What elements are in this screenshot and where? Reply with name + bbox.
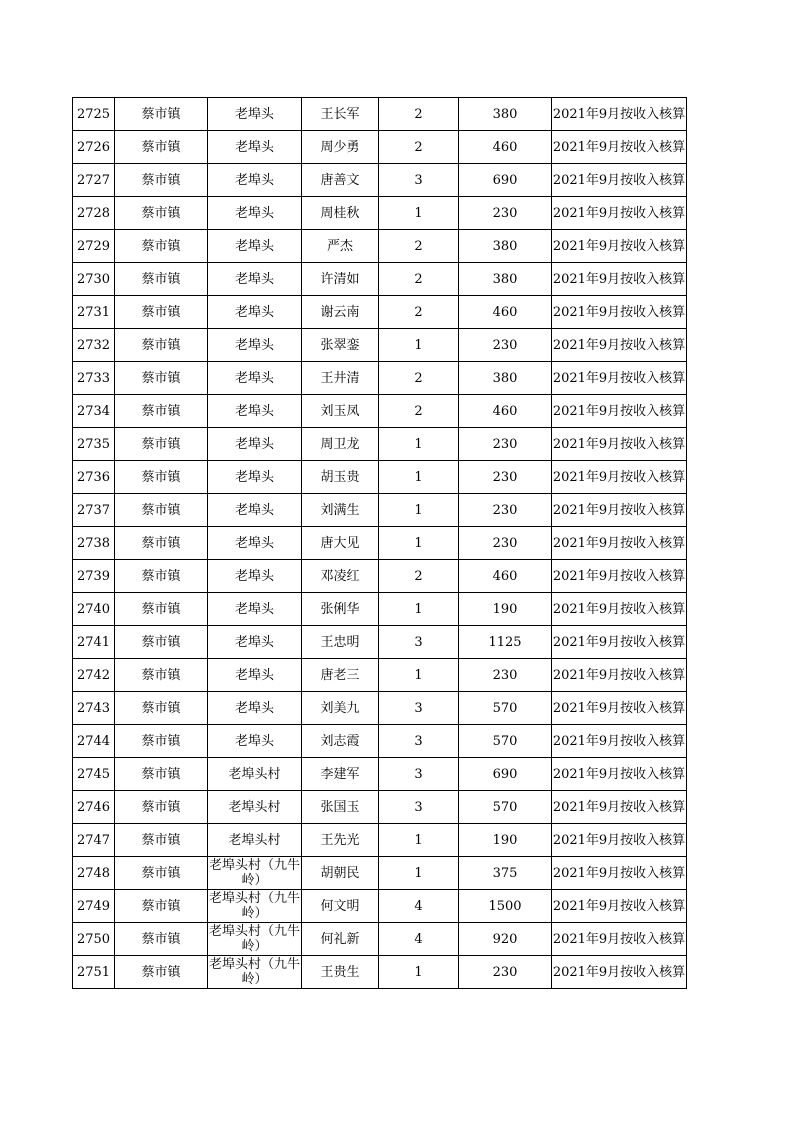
serial-number-cell: 2725 — [73, 98, 115, 131]
amount-cell: 230 — [459, 659, 552, 692]
village-cell: 老埠头 — [208, 98, 302, 131]
household-count-cell: 2 — [379, 395, 459, 428]
table-row — [73, 626, 687, 659]
amount-cell: 460 — [459, 131, 552, 164]
table-row — [73, 956, 687, 989]
amount-cell: 1500 — [459, 890, 552, 923]
table-row — [73, 296, 687, 329]
person-name-cell: 邓凌红 — [302, 560, 379, 593]
person-name-cell: 何礼新 — [302, 923, 379, 956]
household-count-cell: 1 — [379, 494, 459, 527]
person-name-cell: 刘志霞 — [302, 725, 379, 758]
note-cell: 2021年9月按收入核算 — [552, 98, 687, 131]
person-name-cell: 许清如 — [302, 263, 379, 296]
serial-number-cell: 2730 — [73, 263, 115, 296]
person-name-cell: 刘玉凤 — [302, 395, 379, 428]
village-cell: 老埠头 — [208, 527, 302, 560]
serial-number-cell: 2746 — [73, 791, 115, 824]
serial-number-cell: 2735 — [73, 428, 115, 461]
note-cell: 2021年9月按收入核算 — [552, 923, 687, 956]
note-cell: 2021年9月按收入核算 — [552, 791, 687, 824]
village-cell: 老埠头 — [208, 560, 302, 593]
amount-cell: 380 — [459, 98, 552, 131]
note-cell: 2021年9月按收入核算 — [552, 263, 687, 296]
note-cell: 2021年9月按收入核算 — [552, 824, 687, 857]
village-cell: 老埠头 — [208, 428, 302, 461]
town-cell: 蔡市镇 — [115, 692, 208, 725]
table-row — [73, 890, 687, 923]
household-count-cell: 1 — [379, 329, 459, 362]
note-cell: 2021年9月按收入核算 — [552, 725, 687, 758]
table-row — [73, 329, 687, 362]
serial-number-cell: 2731 — [73, 296, 115, 329]
village-cell: 老埠头 — [208, 296, 302, 329]
household-count-cell: 1 — [379, 593, 459, 626]
village-cell: 老埠头 — [208, 626, 302, 659]
table-row — [73, 428, 687, 461]
person-name-cell: 谢云南 — [302, 296, 379, 329]
village-cell: 老埠头 — [208, 164, 302, 197]
town-cell: 蔡市镇 — [115, 725, 208, 758]
person-name-cell: 张翠銮 — [302, 329, 379, 362]
person-name-cell: 张国玉 — [302, 791, 379, 824]
village-cell: 老埠头 — [208, 197, 302, 230]
note-cell: 2021年9月按收入核算 — [552, 164, 687, 197]
table-row — [73, 197, 687, 230]
roster-table — [72, 97, 687, 989]
serial-number-cell: 2741 — [73, 626, 115, 659]
amount-cell: 230 — [459, 197, 552, 230]
serial-number-cell: 2747 — [73, 824, 115, 857]
table-row — [73, 164, 687, 197]
serial-number-cell: 2740 — [73, 593, 115, 626]
household-count-cell: 4 — [379, 890, 459, 923]
serial-number-cell: 2744 — [73, 725, 115, 758]
note-cell: 2021年9月按收入核算 — [552, 296, 687, 329]
table-row — [73, 593, 687, 626]
household-count-cell: 1 — [379, 824, 459, 857]
table-row — [73, 527, 687, 560]
note-cell: 2021年9月按收入核算 — [552, 494, 687, 527]
person-name-cell: 胡玉贵 — [302, 461, 379, 494]
amount-cell: 230 — [459, 461, 552, 494]
household-count-cell: 1 — [379, 659, 459, 692]
amount-cell: 570 — [459, 791, 552, 824]
village-cell: 老埠头村 — [208, 791, 302, 824]
roster-table-body — [73, 98, 687, 989]
amount-cell: 190 — [459, 593, 552, 626]
village-cell: 老埠头 — [208, 329, 302, 362]
village-cell: 老埠头 — [208, 362, 302, 395]
table-row — [73, 560, 687, 593]
note-cell: 2021年9月按收入核算 — [552, 395, 687, 428]
table-row — [73, 494, 687, 527]
serial-number-cell: 2726 — [73, 131, 115, 164]
note-cell: 2021年9月按收入核算 — [552, 230, 687, 263]
serial-number-cell: 2750 — [73, 923, 115, 956]
person-name-cell: 周少勇 — [302, 131, 379, 164]
person-name-cell: 王忠明 — [302, 626, 379, 659]
amount-cell: 920 — [459, 923, 552, 956]
serial-number-cell: 2749 — [73, 890, 115, 923]
serial-number-cell: 2728 — [73, 197, 115, 230]
household-count-cell: 3 — [379, 758, 459, 791]
person-name-cell: 刘满生 — [302, 494, 379, 527]
person-name-cell: 胡朝民 — [302, 857, 379, 890]
amount-cell: 230 — [459, 527, 552, 560]
household-count-cell: 3 — [379, 626, 459, 659]
household-count-cell: 1 — [379, 956, 459, 989]
town-cell: 蔡市镇 — [115, 461, 208, 494]
amount-cell: 230 — [459, 494, 552, 527]
village-cell: 老埠头 — [208, 725, 302, 758]
household-count-cell: 2 — [379, 296, 459, 329]
village-cell: 老埠头 — [208, 131, 302, 164]
serial-number-cell: 2742 — [73, 659, 115, 692]
serial-number-cell: 2751 — [73, 956, 115, 989]
household-count-cell: 1 — [379, 857, 459, 890]
serial-number-cell: 2739 — [73, 560, 115, 593]
table-row — [73, 725, 687, 758]
note-cell: 2021年9月按收入核算 — [552, 560, 687, 593]
note-cell: 2021年9月按收入核算 — [552, 890, 687, 923]
town-cell: 蔡市镇 — [115, 230, 208, 263]
note-cell: 2021年9月按收入核算 — [552, 659, 687, 692]
town-cell: 蔡市镇 — [115, 659, 208, 692]
serial-number-cell: 2745 — [73, 758, 115, 791]
household-count-cell: 1 — [379, 461, 459, 494]
household-count-cell: 2 — [379, 362, 459, 395]
town-cell: 蔡市镇 — [115, 890, 208, 923]
table-row — [73, 758, 687, 791]
town-cell: 蔡市镇 — [115, 791, 208, 824]
person-name-cell: 严杰 — [302, 230, 379, 263]
amount-cell: 460 — [459, 395, 552, 428]
table-row — [73, 461, 687, 494]
person-name-cell: 刘美九 — [302, 692, 379, 725]
town-cell: 蔡市镇 — [115, 494, 208, 527]
note-cell: 2021年9月按收入核算 — [552, 527, 687, 560]
town-cell: 蔡市镇 — [115, 428, 208, 461]
household-count-cell: 1 — [379, 428, 459, 461]
serial-number-cell: 2733 — [73, 362, 115, 395]
person-name-cell: 王先光 — [302, 824, 379, 857]
amount-cell: 230 — [459, 428, 552, 461]
amount-cell: 230 — [459, 956, 552, 989]
town-cell: 蔡市镇 — [115, 560, 208, 593]
household-count-cell: 2 — [379, 263, 459, 296]
serial-number-cell: 2736 — [73, 461, 115, 494]
town-cell: 蔡市镇 — [115, 263, 208, 296]
household-count-cell: 3 — [379, 164, 459, 197]
village-cell: 老埠头 — [208, 395, 302, 428]
household-count-cell: 2 — [379, 230, 459, 263]
serial-number-cell: 2738 — [73, 527, 115, 560]
household-count-cell: 1 — [379, 197, 459, 230]
note-cell: 2021年9月按收入核算 — [552, 692, 687, 725]
town-cell: 蔡市镇 — [115, 824, 208, 857]
amount-cell: 380 — [459, 362, 552, 395]
person-name-cell: 张俐华 — [302, 593, 379, 626]
table-row — [73, 362, 687, 395]
serial-number-cell: 2727 — [73, 164, 115, 197]
village-cell: 老埠头 — [208, 230, 302, 263]
serial-number-cell: 2734 — [73, 395, 115, 428]
village-cell: 老埠头 — [208, 263, 302, 296]
household-count-cell: 4 — [379, 923, 459, 956]
person-name-cell: 唐大见 — [302, 527, 379, 560]
serial-number-cell: 2732 — [73, 329, 115, 362]
town-cell: 蔡市镇 — [115, 329, 208, 362]
note-cell: 2021年9月按收入核算 — [552, 758, 687, 791]
table-row — [73, 923, 687, 956]
amount-cell: 570 — [459, 692, 552, 725]
person-name-cell: 唐善文 — [302, 164, 379, 197]
town-cell: 蔡市镇 — [115, 593, 208, 626]
town-cell: 蔡市镇 — [115, 857, 208, 890]
household-count-cell: 3 — [379, 791, 459, 824]
note-cell: 2021年9月按收入核算 — [552, 197, 687, 230]
table-row — [73, 230, 687, 263]
village-cell: 老埠头村 — [208, 824, 302, 857]
table-row — [73, 824, 687, 857]
person-name-cell: 唐老三 — [302, 659, 379, 692]
person-name-cell: 王井清 — [302, 362, 379, 395]
amount-cell: 460 — [459, 560, 552, 593]
village-cell: 老埠头村（九牛岭） — [208, 957, 300, 987]
person-name-cell: 何文明 — [302, 890, 379, 923]
town-cell: 蔡市镇 — [115, 197, 208, 230]
table-row — [73, 263, 687, 296]
village-cell: 老埠头村 — [208, 758, 302, 791]
household-count-cell: 2 — [379, 560, 459, 593]
town-cell: 蔡市镇 — [115, 98, 208, 131]
village-cell: 老埠头村（九牛岭） — [208, 924, 300, 954]
person-name-cell: 王贵生 — [302, 956, 379, 989]
amount-cell: 190 — [459, 824, 552, 857]
village-cell: 老埠头 — [208, 692, 302, 725]
village-cell: 老埠头村（九牛岭） — [208, 858, 300, 888]
town-cell: 蔡市镇 — [115, 626, 208, 659]
town-cell: 蔡市镇 — [115, 296, 208, 329]
table-row — [73, 857, 687, 890]
town-cell: 蔡市镇 — [115, 956, 208, 989]
village-cell: 老埠头 — [208, 593, 302, 626]
table-row — [73, 659, 687, 692]
table-row — [73, 395, 687, 428]
note-cell: 2021年9月按收入核算 — [552, 857, 687, 890]
household-count-cell: 3 — [379, 692, 459, 725]
amount-cell: 230 — [459, 329, 552, 362]
amount-cell: 1125 — [459, 626, 552, 659]
person-name-cell: 李建军 — [302, 758, 379, 791]
amount-cell: 690 — [459, 164, 552, 197]
serial-number-cell: 2729 — [73, 230, 115, 263]
note-cell: 2021年9月按收入核算 — [552, 461, 687, 494]
household-count-cell: 2 — [379, 131, 459, 164]
village-cell: 老埠头 — [208, 659, 302, 692]
table-row — [73, 692, 687, 725]
note-cell: 2021年9月按收入核算 — [552, 131, 687, 164]
village-cell: 老埠头村（九牛岭） — [208, 891, 300, 921]
town-cell: 蔡市镇 — [115, 527, 208, 560]
town-cell: 蔡市镇 — [115, 131, 208, 164]
note-cell: 2021年9月按收入核算 — [552, 329, 687, 362]
person-name-cell: 周卫龙 — [302, 428, 379, 461]
town-cell: 蔡市镇 — [115, 164, 208, 197]
amount-cell: 380 — [459, 230, 552, 263]
serial-number-cell: 2743 — [73, 692, 115, 725]
note-cell: 2021年9月按收入核算 — [552, 362, 687, 395]
table-row — [73, 98, 687, 131]
town-cell: 蔡市镇 — [115, 395, 208, 428]
amount-cell: 570 — [459, 725, 552, 758]
household-count-cell: 3 — [379, 725, 459, 758]
note-cell: 2021年9月按收入核算 — [552, 593, 687, 626]
person-name-cell: 周桂秋 — [302, 197, 379, 230]
town-cell: 蔡市镇 — [115, 758, 208, 791]
person-name-cell: 王长军 — [302, 98, 379, 131]
note-cell: 2021年9月按收入核算 — [552, 956, 687, 989]
town-cell: 蔡市镇 — [115, 362, 208, 395]
village-cell: 老埠头 — [208, 494, 302, 527]
table-row — [73, 791, 687, 824]
note-cell: 2021年9月按收入核算 — [552, 626, 687, 659]
village-cell: 老埠头 — [208, 461, 302, 494]
town-cell: 蔡市镇 — [115, 923, 208, 956]
note-cell: 2021年9月按收入核算 — [552, 428, 687, 461]
household-count-cell: 2 — [379, 98, 459, 131]
serial-number-cell: 2737 — [73, 494, 115, 527]
amount-cell: 380 — [459, 263, 552, 296]
serial-number-cell: 2748 — [73, 857, 115, 890]
amount-cell: 375 — [459, 857, 552, 890]
household-count-cell: 1 — [379, 527, 459, 560]
amount-cell: 460 — [459, 296, 552, 329]
amount-cell: 690 — [459, 758, 552, 791]
table-row — [73, 131, 687, 164]
